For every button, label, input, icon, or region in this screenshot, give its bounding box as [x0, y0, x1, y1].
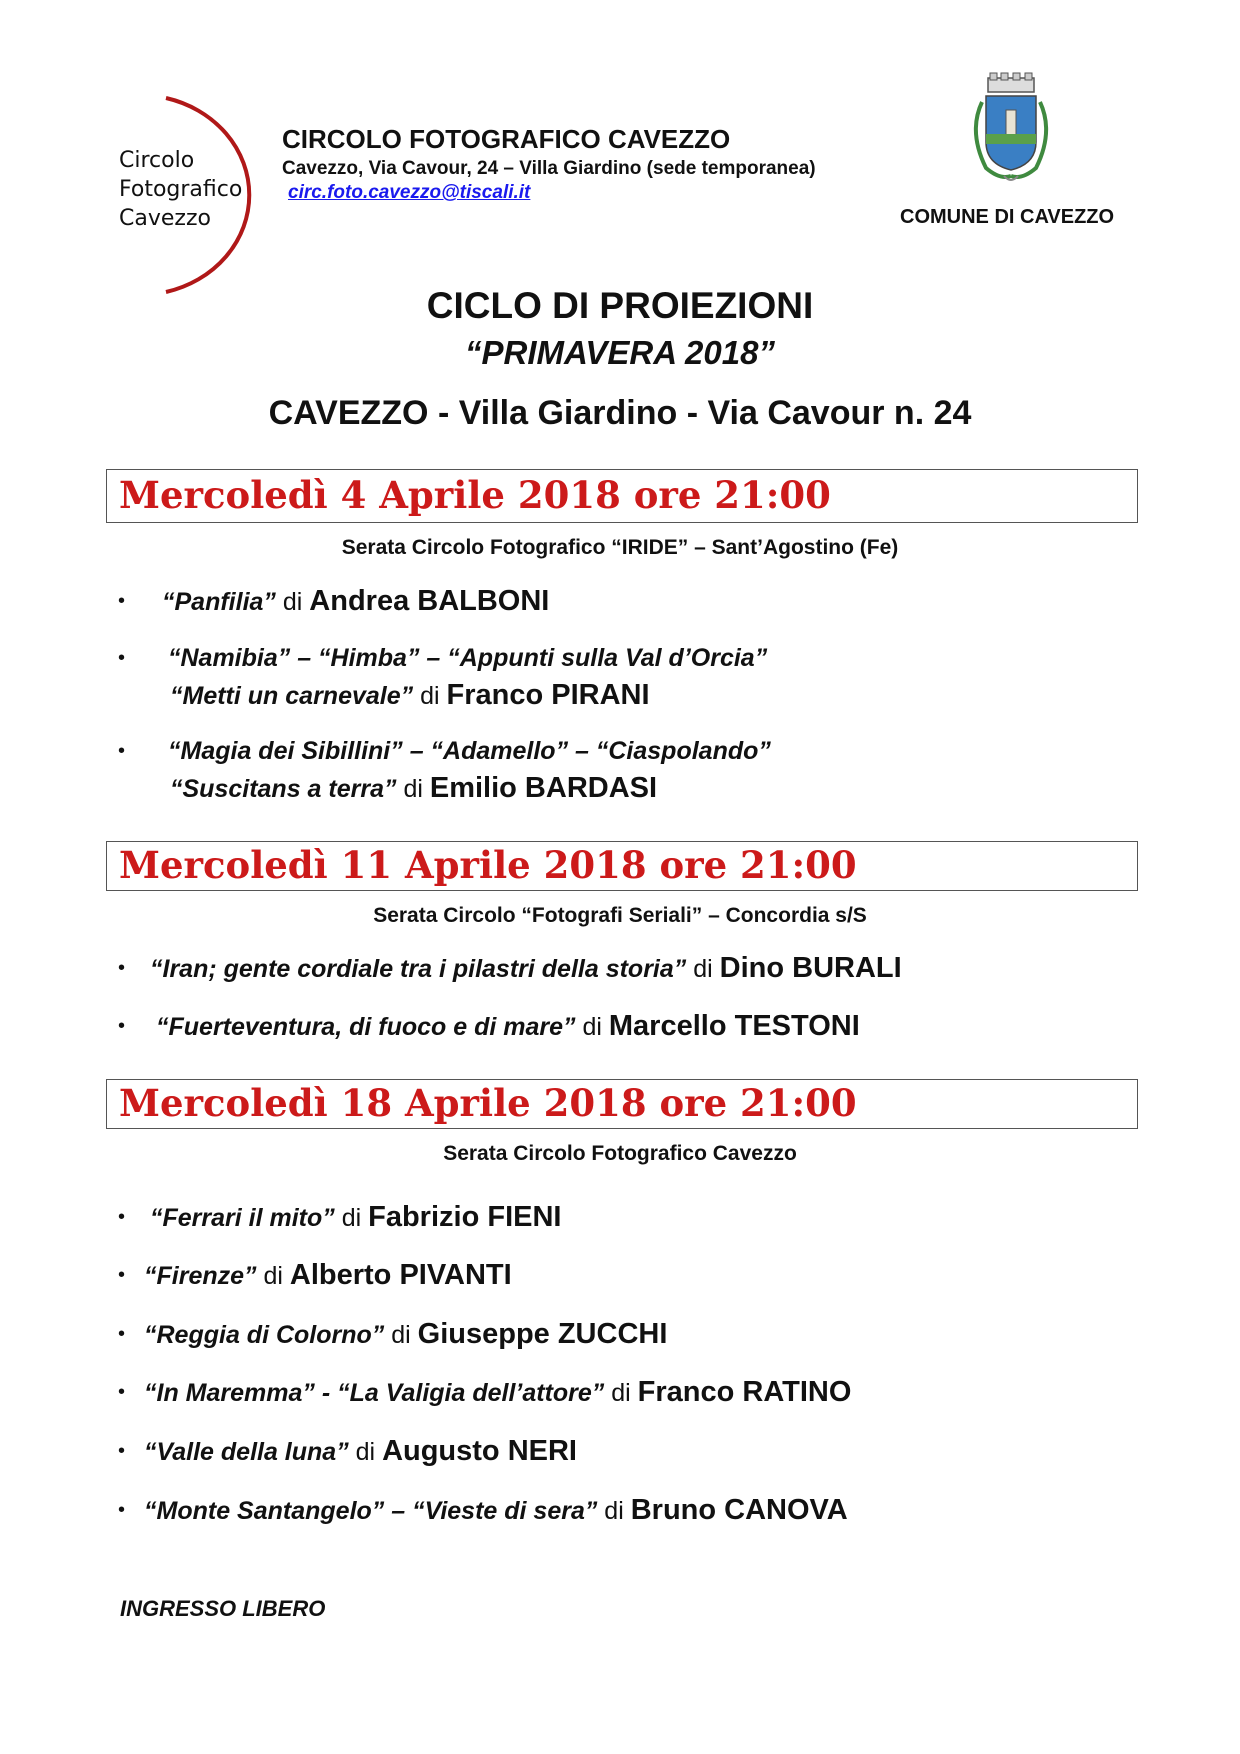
talk-title: “Firenze” [144, 1262, 257, 1290]
event-date-box: Mercoledì 18 Aprile 2018 ore 21:00 [106, 1079, 1138, 1129]
bullet-icon: • [118, 1499, 126, 1521]
talk-item [118, 733, 771, 808]
event-subtitle: Serata Circolo Fotografico “IRIDE” – Sant’Agostino (Fe) [341, 536, 899, 559]
talk-title: “Metti un carnevale” [170, 682, 414, 710]
bullet-icon: • [118, 1440, 126, 1462]
talk-author: Franco PIRANI [446, 679, 650, 711]
talk-author: Dino BURALI [719, 952, 902, 984]
talk-item [118, 1008, 860, 1046]
org-title: CIRCOLO FOTOGRAFICO CAVEZZO [282, 124, 731, 154]
talk-title: “Namibia” – “Himba” – “Appunti sulla Val d’Orcia” [168, 644, 768, 672]
logo-line-2: Fotografico [119, 177, 243, 202]
talk-line [118, 770, 771, 808]
talk-item [118, 1492, 848, 1530]
talk-by: di [275, 588, 310, 616]
talk-title: “Reggia di Colorno” [144, 1321, 385, 1349]
talk-item [118, 1199, 561, 1237]
talk-by: di [384, 1321, 418, 1349]
main-title: CICLO DI PROIEZIONI [426, 285, 814, 326]
talk-author: Augusto NERI [382, 1435, 577, 1467]
bullet-icon: • [118, 1381, 126, 1403]
talk-author: Franco RATINO [637, 1376, 852, 1408]
talk-title: “Fuerteventura, di fuoco e di mare” [156, 1013, 576, 1041]
talk-title: “Panfilia” [162, 588, 276, 616]
bullet-icon: • [118, 590, 126, 612]
bullet-icon: • [118, 1323, 126, 1345]
event-subtitle: Serata Circolo “Fotografi Seriali” – Concordia s/S [373, 904, 867, 927]
talk-author: Bruno CANOVA [630, 1494, 848, 1526]
talk-by: di [604, 1379, 638, 1407]
talk-author: Alberto PIVANTI [289, 1259, 512, 1291]
talk-line [118, 1492, 848, 1530]
bullet-icon: • [118, 740, 126, 762]
talk-title: “Magia dei Sibillini” – “Adamello” – “Ciaspolando” [168, 737, 771, 765]
talk-line [118, 1008, 860, 1046]
municipal-crest-icon [966, 72, 1056, 188]
talk-item [118, 950, 902, 988]
event-date-box: Mercoledì 11 Aprile 2018 ore 21:00 [106, 841, 1138, 891]
bullet-icon: • [118, 1206, 126, 1228]
talk-item [118, 1316, 667, 1354]
location: CAVEZZO - Villa Giardino - Via Cavour n. 24 [268, 394, 972, 432]
talk-by: di [348, 1438, 383, 1466]
talk-by: di [334, 1204, 369, 1232]
talk-title: “In Maremma” - “La Valigia dell’attore” [144, 1379, 605, 1407]
talk-line [118, 733, 771, 770]
talk-author: Andrea BALBONI [309, 585, 550, 617]
talk-title: “Suscitans a terra” [170, 775, 397, 803]
talk-item [118, 583, 549, 621]
logo-line-1: Circolo [119, 148, 195, 173]
talk-line [118, 1257, 512, 1295]
talk-title: “Ferrari il mito” [150, 1204, 335, 1232]
talk-author: Fabrizio FIENI [368, 1201, 562, 1233]
talk-author: Giuseppe ZUCCHI [417, 1318, 668, 1350]
bullet-icon: • [118, 957, 126, 979]
org-email-link[interactable]: circ.foto.cavezzo@tiscali.it [288, 182, 531, 203]
talk-by: di [686, 955, 720, 983]
talk-line [118, 640, 767, 677]
talk-item [118, 1433, 577, 1471]
talk-author: Marcello TESTONI [608, 1010, 860, 1042]
club-logo-text [119, 146, 242, 233]
talk-item [118, 1374, 851, 1412]
bullet-icon: • [118, 1015, 126, 1037]
talk-item [118, 640, 767, 715]
talk-line [118, 1316, 667, 1354]
org-address: Cavezzo, Via Cavour, 24 – Villa Giardino (sede temporanea) [282, 158, 816, 179]
talk-title: “Monte Santangelo” – “Vieste di sera” [144, 1497, 598, 1525]
talk-line [118, 1433, 577, 1471]
comune-label: COMUNE DI CAVEZZO [900, 206, 1115, 228]
talk-by: di [575, 1013, 609, 1041]
talk-by: di [597, 1497, 631, 1525]
bullet-icon: • [118, 647, 126, 669]
talk-title: “Valle della luna” [144, 1438, 349, 1466]
talk-by: di [256, 1262, 290, 1290]
talk-line [118, 950, 902, 988]
bullet-icon: • [118, 1264, 126, 1286]
sub-title: “PRIMAVERA 2018” [465, 334, 775, 371]
talk-by: di [413, 682, 447, 710]
talk-author: Emilio BARDASI [429, 772, 658, 804]
talk-line [118, 677, 767, 715]
logo-line-3: Cavezzo [119, 206, 211, 231]
talk-line [118, 1374, 851, 1412]
talk-line [118, 583, 549, 621]
talk-line [118, 1199, 561, 1237]
footer-note: INGRESSO LIBERO [120, 1596, 326, 1621]
talk-item [118, 1257, 512, 1295]
talk-by: di [396, 775, 430, 803]
event-date-box: Mercoledì 4 Aprile 2018 ore 21:00 [106, 469, 1138, 523]
talk-title: “Iran; gente cordiale tra i pilastri della storia” [150, 955, 687, 983]
event-subtitle: Serata Circolo Fotografico Cavezzo [443, 1142, 797, 1165]
